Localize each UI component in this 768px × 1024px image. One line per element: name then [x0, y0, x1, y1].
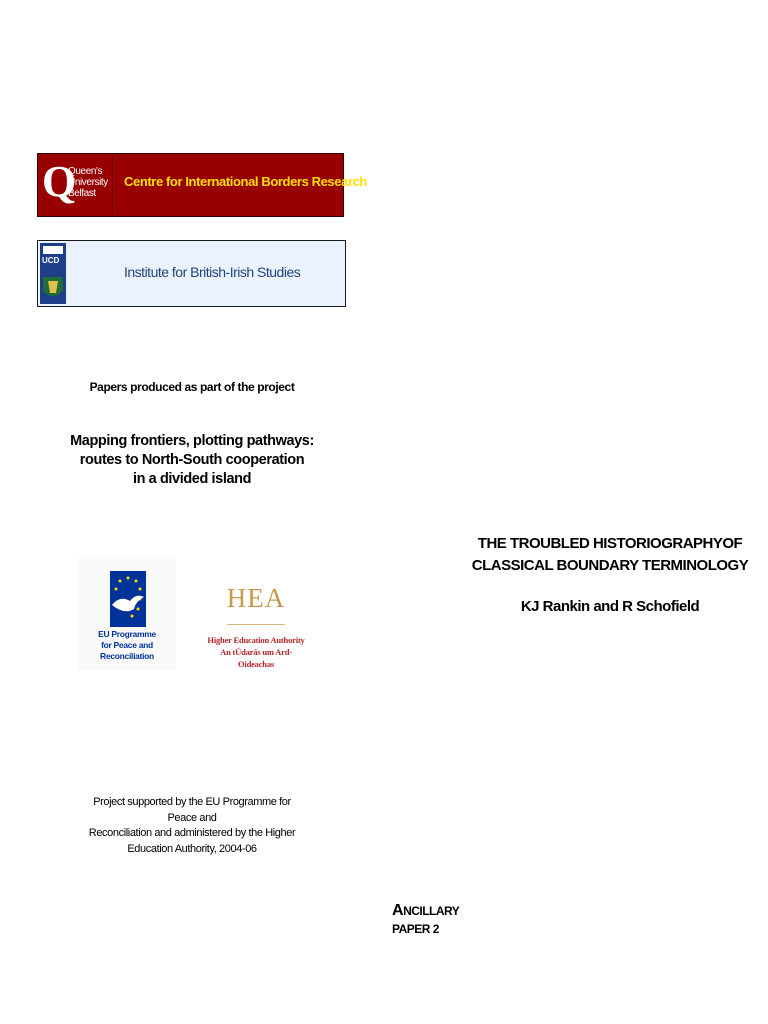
- qub-banner: [37, 153, 367, 217]
- paper-title: [450, 533, 768, 577]
- hea-caption-line: An tÚdarás um Ard-Oideachas: [220, 647, 292, 669]
- hea-mark: HEA: [226, 583, 286, 613]
- eu-dove-flag-icon: [110, 571, 146, 627]
- centre-name: Centre for International Borders Research: [124, 174, 367, 189]
- eu-programme-logo: [78, 557, 176, 670]
- support-line: Reconciliation and administered by the Higher: [88, 827, 296, 839]
- hea-divider: [227, 624, 285, 625]
- eu-caption-line: for Peace and Reconciliation: [100, 640, 154, 661]
- eu-caption-line: EU Programme: [98, 629, 156, 639]
- paper-title-line: THE TROUBLED HISTORIOGRAPHYOF: [477, 535, 743, 552]
- hea-logo: [207, 580, 305, 669]
- project-title: [40, 432, 344, 489]
- qub-logo-letter: Q: [42, 157, 77, 206]
- ucd-crest-text: UCD: [42, 256, 60, 265]
- ucd-banner: [37, 240, 346, 307]
- project-title-line: routes to North-South cooperation: [79, 452, 305, 468]
- ucd-crest-icon: [40, 243, 66, 304]
- paper-title-line: CLASSICAL BOUNDARY TERMINOLOGY: [471, 557, 749, 574]
- project-intro: Papers produced as part of the project: [89, 380, 295, 394]
- qub-university-name: Queen's University Belfast: [68, 166, 108, 199]
- institute-name: Institute for British-Irish Studies: [124, 264, 301, 280]
- ancillary-paper-label: [392, 902, 492, 938]
- hea-caption-line: Higher Education Authority: [207, 635, 305, 645]
- hea-caption: [207, 634, 305, 670]
- project-title-line: in a divided island: [132, 471, 252, 487]
- support-line: Education Authority, 2004-06: [127, 842, 257, 855]
- project-title-line: Mapping frontiers, plotting pathways:: [70, 433, 314, 449]
- ancillary-initial: A: [392, 902, 404, 919]
- qub-logo: [40, 156, 113, 214]
- authors: KJ Rankin and R Schofield: [520, 598, 700, 615]
- eu-caption: [78, 629, 176, 662]
- ancillary-rest: NCILLARY PAPER 2: [392, 904, 460, 936]
- support-statement: [80, 795, 304, 857]
- support-line: Project supported by the EU Programme for Peace and: [93, 796, 291, 824]
